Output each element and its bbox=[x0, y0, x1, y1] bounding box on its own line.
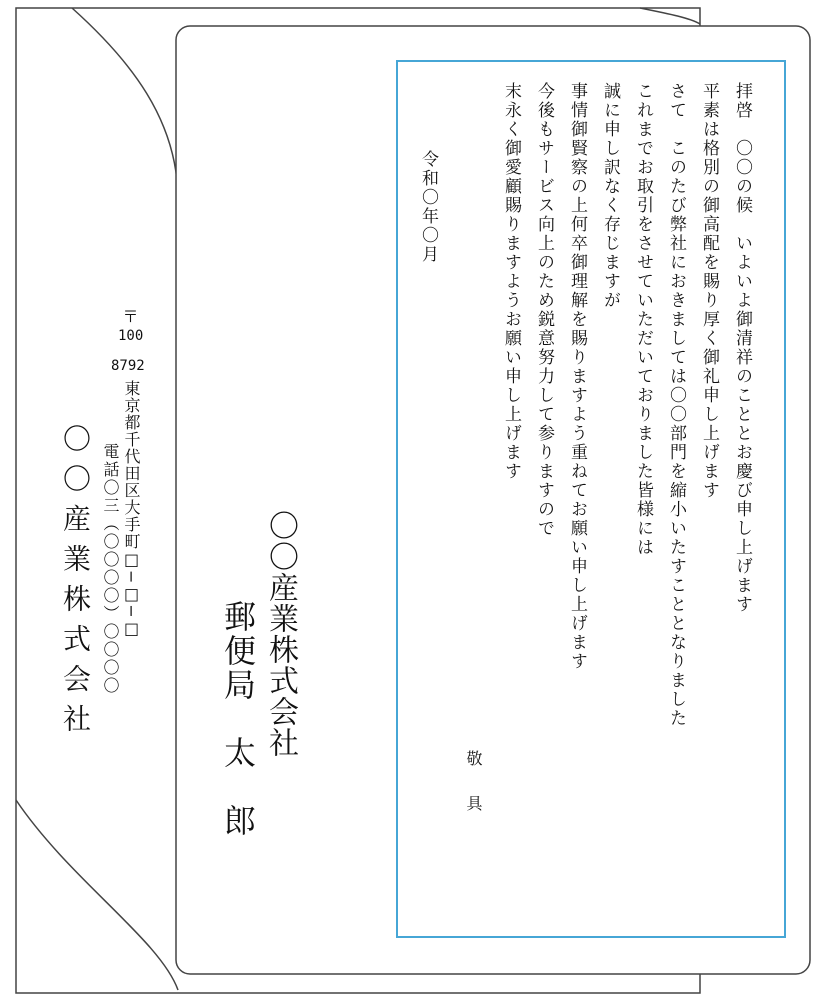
letter-line: 拝啓 〇〇の候 いよいよ御清祥のこととお慶び申し上げます bbox=[732, 82, 752, 614]
letter-line: 誠に申し訳なく存じますが bbox=[600, 82, 620, 310]
recipient-name: 郵便局 太 郎 bbox=[219, 600, 257, 838]
letter-line: 事情御賢察の上何卒御理解を賜りますよう重ねてお願い申し上げます bbox=[567, 82, 587, 671]
letter-line: 平素は格別の御高配を賜り厚く御礼申し上げます bbox=[699, 82, 719, 500]
recipient-company: 〇〇産業株式会社 bbox=[263, 510, 298, 758]
postal-mark: 〒 bbox=[120, 308, 139, 324]
postal-code-second: 8792 bbox=[111, 358, 145, 374]
letter-closing-second: 具 bbox=[464, 795, 483, 811]
letter-line: さて このたび弊社におきましては〇〇部門を縮小いたすこととなりました bbox=[666, 82, 686, 728]
sender-address: 東京都千代田区大手町□−□−□ bbox=[122, 380, 141, 639]
letter-line: 今後もサービス向上のため鋭意努力して参りますので bbox=[534, 82, 554, 538]
sender-phone: 電話〇三（〇〇〇〇）〇〇〇〇 bbox=[101, 443, 120, 695]
letter-line: 末永く御愛顧賜りますようお願い申し上げます bbox=[501, 82, 521, 481]
letter-date: 令和〇年〇月 bbox=[418, 150, 438, 264]
letter-body bbox=[494, 82, 758, 862]
letter-line: これまでお取引をさせていただいておりました皆様には bbox=[633, 82, 653, 557]
letter-closing: 敬 bbox=[464, 750, 483, 766]
postal-code-first: 100 bbox=[118, 328, 144, 344]
sender-company: 〇〇産業株式会社 bbox=[59, 424, 92, 744]
